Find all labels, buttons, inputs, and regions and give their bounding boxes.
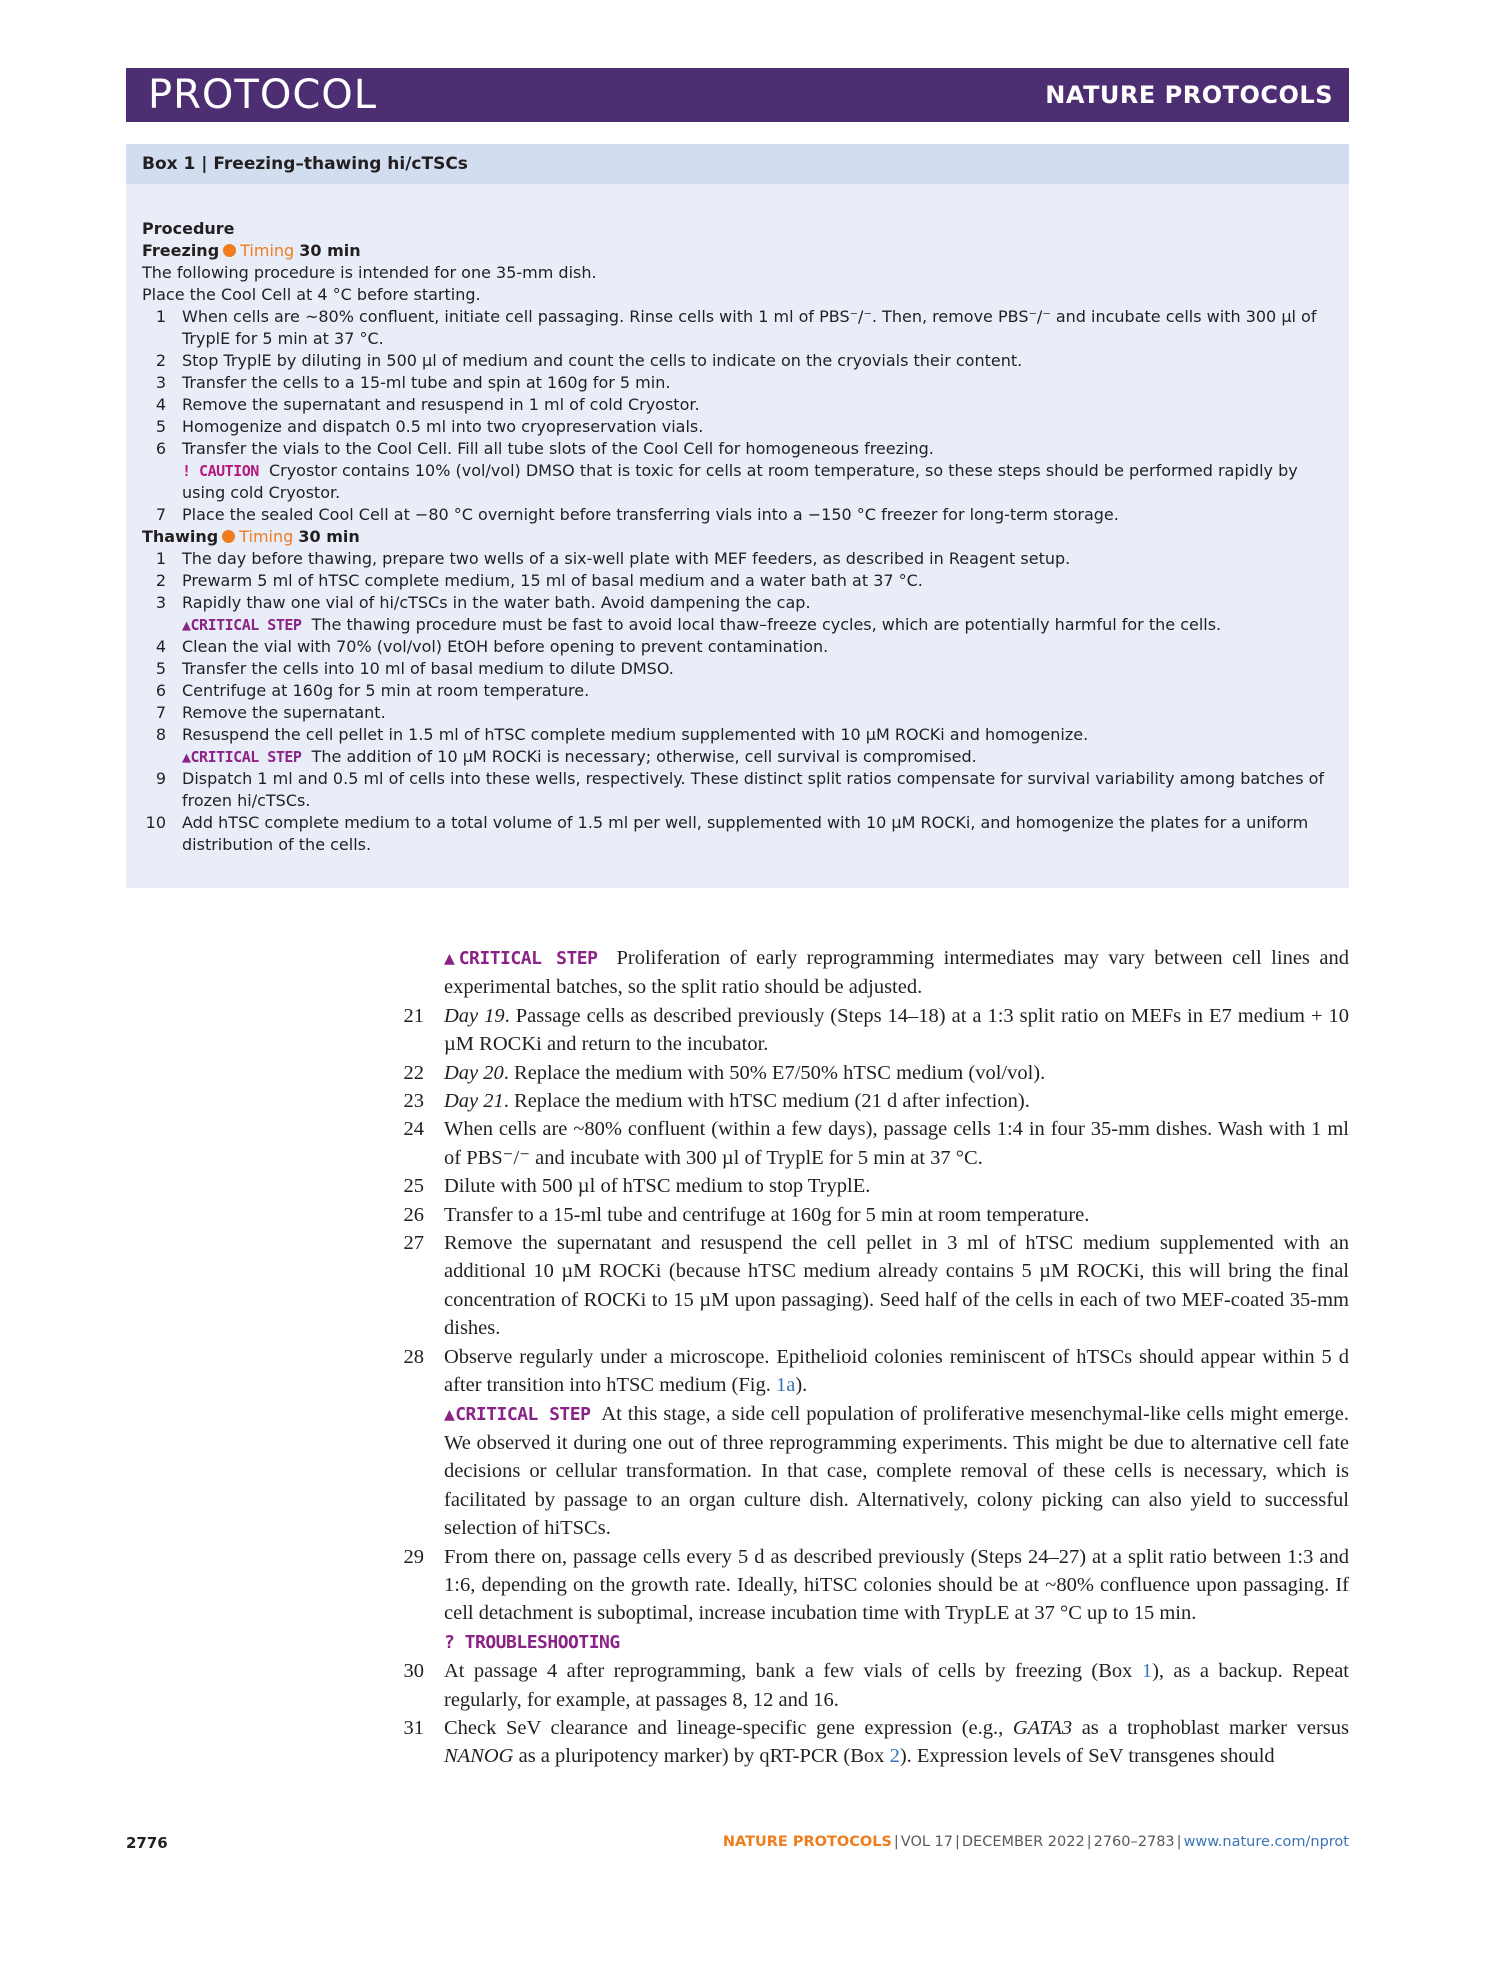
section-label: PROTOCOL xyxy=(148,72,378,118)
box-step: 3 Transfer the cells to a 15-ml tube and spin at 160g for 5 min. xyxy=(155,373,671,392)
critical-step-note: ▲CRITICAL STEP Proliferation of early reprogramming intermediates may vary between cell lines and experimental batches, so the split ratio should be adjusted. xyxy=(444,947,1349,999)
procedure-step: 22 Day 20. Replace the medium with 50% E7/50% hTSC medium (vol/vol). xyxy=(403,1061,1046,1084)
procedure-step: 25 Dilute with 500 µl of hTSC medium to stop TryplE. xyxy=(403,1175,871,1198)
procedure-step: 28 Observe regularly under a microscope. Epithelioid colonies reminiscent of hTSCs should appear within 5 d after transition into hTSC medium (Fig. 1a). xyxy=(403,1345,1349,1397)
caution-label: ! CAUTION xyxy=(182,462,259,480)
thawing-heading: Thawing Timing 30 min xyxy=(142,527,360,546)
page-number: 2776 xyxy=(126,1834,168,1852)
box-step: 10 Add hTSC complete medium to a total volume of 1.5 ml per well, supplemented with 10 µM ROCKi, and homogenize the plates for a uniform distribution of the cells. xyxy=(145,813,1309,854)
freezing-intro: The following procedure is intended for one 35-mm dish. xyxy=(142,263,597,282)
footer-citation: NATURE PROTOCOLS | VOL 17 | DECEMBER 2022 | 2760–2783 | www.nature.com/nprot xyxy=(722,1834,1349,1850)
procedure-step: 23 Day 21. Replace the medium with hTSC medium (21 d after infection). xyxy=(403,1090,1030,1113)
procedure-step: 26 Transfer to a 15-ml tube and centrifuge at 160g for 5 min at room temperature. xyxy=(403,1203,1090,1226)
box-step: 5 Transfer the cells into 10 ml of basal medium to dilute DMSO. xyxy=(155,659,674,678)
procedure-step: 27 Remove the supernatant and resuspend the cell pellet in 3 ml of hTSC medium supplemented with an additional 10 µM ROCKi (because hTSC medium already contains 5 µM ROCKi, this will bring the final concentration of ROCKi to 15 µM upon passaging). Seed half of the cells in each of two MEF-coated 35-mm dishes. xyxy=(403,1232,1349,1340)
box-step: 2 Stop TryplE by diluting in 500 µl of medium and count the cells to indicate on the cryovials their content. xyxy=(155,351,1023,370)
critical-step-note: ▲CRITICAL STEP The addition of 10 µM ROCKi is necessary; otherwise, cell survival is compromised. xyxy=(182,747,977,766)
journal-label: NATURE PROTOCOLS xyxy=(1045,81,1333,109)
procedure-step: 21 Day 19. Passage cells as described previously (Steps 14–18) at a 1:3 split ratio on MEFs in E7 medium + 10 µM ROCKi and return to the incubator. xyxy=(403,1004,1349,1056)
freezing-intro: Place the Cool Cell at 4 °C before starting. xyxy=(142,285,481,304)
timing-icon xyxy=(222,530,235,543)
box-step: 7 Place the sealed Cool Cell at −80 °C overnight before transferring vials into a −150 °C freezer for long-term storage. xyxy=(155,505,1119,524)
box-step: 5 Homogenize and dispatch 0.5 ml into two cryopreservation vials. xyxy=(155,417,704,436)
critical-step-label: ▲CRITICAL STEP xyxy=(182,616,302,634)
freezing-heading: Freezing Timing 30 min xyxy=(142,241,361,260)
box-step: 2 Prewarm 5 ml of hTSC complete medium, 15 ml of basal medium and a water bath at 37 °C. xyxy=(155,571,923,590)
timing-icon xyxy=(223,244,236,257)
critical-step-label: ▲CRITICAL STEP xyxy=(182,748,302,766)
troubleshooting-label: ? TROUBLESHOOTING xyxy=(444,1631,620,1653)
procedure-heading: Procedure xyxy=(142,219,235,238)
procedure-step: 31 Check SeV clearance and lineage-specific gene expression (e.g., GATA3 as a trophoblast marker versus NANOG as a pluripotency marker) by qRT-PCR (Box 2). Expression levels of SeV transgenes should xyxy=(403,1716,1350,1768)
box-step: 1 When cells are ~80% confluent, initiate cell passaging. Rinse cells with 1 ml of PBS⁻/⁻. Then, remove PBS⁻/⁻ and incubate cells with 300 µl of TryplE for 5 min at 37 °C. xyxy=(155,307,1317,348)
box-link[interactable]: 1 xyxy=(1141,1660,1153,1683)
box-step: 7 Remove the supernatant. xyxy=(155,703,386,722)
critical-step-label: ▲CRITICAL STEP xyxy=(444,948,598,969)
page-header xyxy=(126,68,1349,122)
procedure-step: 30 At passage 4 after reprogramming, bank a few vials of cells by freezing (Box 1), as a backup. Repeat regularly, for example, at passages 8, 12 and 16. xyxy=(403,1660,1349,1711)
figure-link[interactable]: 1a xyxy=(775,1374,796,1397)
box-1 xyxy=(126,144,1349,888)
box-body xyxy=(126,184,1349,856)
box-step: 6 Centrifuge at 160g for 5 min at room temperature. xyxy=(155,681,590,700)
critical-step-note: ▲CRITICAL STEP At this stage, a side cell population of proliferative mesenchymal-like cells might emerge. We observed it during one out of three reprogramming experiments. This might be due to alternative cell fate decisions or cellular transformation. In that case, complete removal of these cells is necessary, which is facilitated by passage to an organ culture dish. Alternatively, colony picking can also yield to successful selection of hiTSCs. xyxy=(444,1402,1349,1540)
box-step: 9 Dispatch 1 ml and 0.5 ml of cells into these wells, respectively. These distinct split ratios compensate for survival variability among batches of frozen hi/cTSCs. xyxy=(155,769,1325,810)
box-step: 8 Resuspend the cell pellet in 1.5 ml of hTSC complete medium supplemented with 10 µM ROCKi and homogenize. xyxy=(155,725,1089,744)
box-step: 4 Remove the supernatant and resuspend in 1 ml of cold Cryostor. xyxy=(155,395,700,414)
main-text xyxy=(380,944,1349,1771)
critical-step-label: ▲CRITICAL STEP xyxy=(444,1403,591,1425)
box-step: 1 The day before thawing, prepare two wells of a six-well plate with MEF feeders, as described in Reagent setup. xyxy=(155,549,1071,568)
box-step: 3 Rapidly thaw one vial of hi/cTSCs in the water bath. Avoid dampening the cap. xyxy=(155,593,811,612)
box-title: Box 1 | Freezing–thawing hi/cTSCs xyxy=(126,144,1349,184)
critical-step-note: ▲CRITICAL STEP The thawing procedure must be fast to avoid local thaw–freeze cycles, which are potentially harmful for the cells. xyxy=(182,615,1222,634)
box-link[interactable]: 2 xyxy=(889,1745,900,1768)
procedure-step: 24 When cells are ~80% confluent (within a few days), passage cells 1:4 in four 35-mm dishes. Wash with 1 ml of PBS⁻/⁻ and incubate with 300 µl of TryplE for 5 min at 37 °C. xyxy=(403,1118,1349,1169)
journal-url-link[interactable]: www.nature.com/nprot xyxy=(1183,1834,1349,1850)
box-step: 4 Clean the vial with 70% (vol/vol) EtOH before opening to prevent contamination. xyxy=(155,637,829,656)
caution-note: ! CAUTION Cryostor contains 10% (vol/vol) DMSO that is toxic for cells at room temperature, so these steps should be performed rapidly by using cold Cryostor. xyxy=(182,461,1298,502)
box-step: 6 Transfer the vials to the Cool Cell. Fill all tube slots of the Cool Cell for homogeneous freezing. xyxy=(155,439,934,458)
procedure-step: 29 From there on, passage cells every 5 d as described previously (Steps 24–27) at a split ratio between 1:3 and 1:6, depending on the growth rate. Ideally, hiTSC colonies should be at ~80% confluence upon passaging. If cell detachment is suboptimal, increase incubation time with TrypLE at 37 °C up to 15 min. xyxy=(403,1545,1349,1625)
